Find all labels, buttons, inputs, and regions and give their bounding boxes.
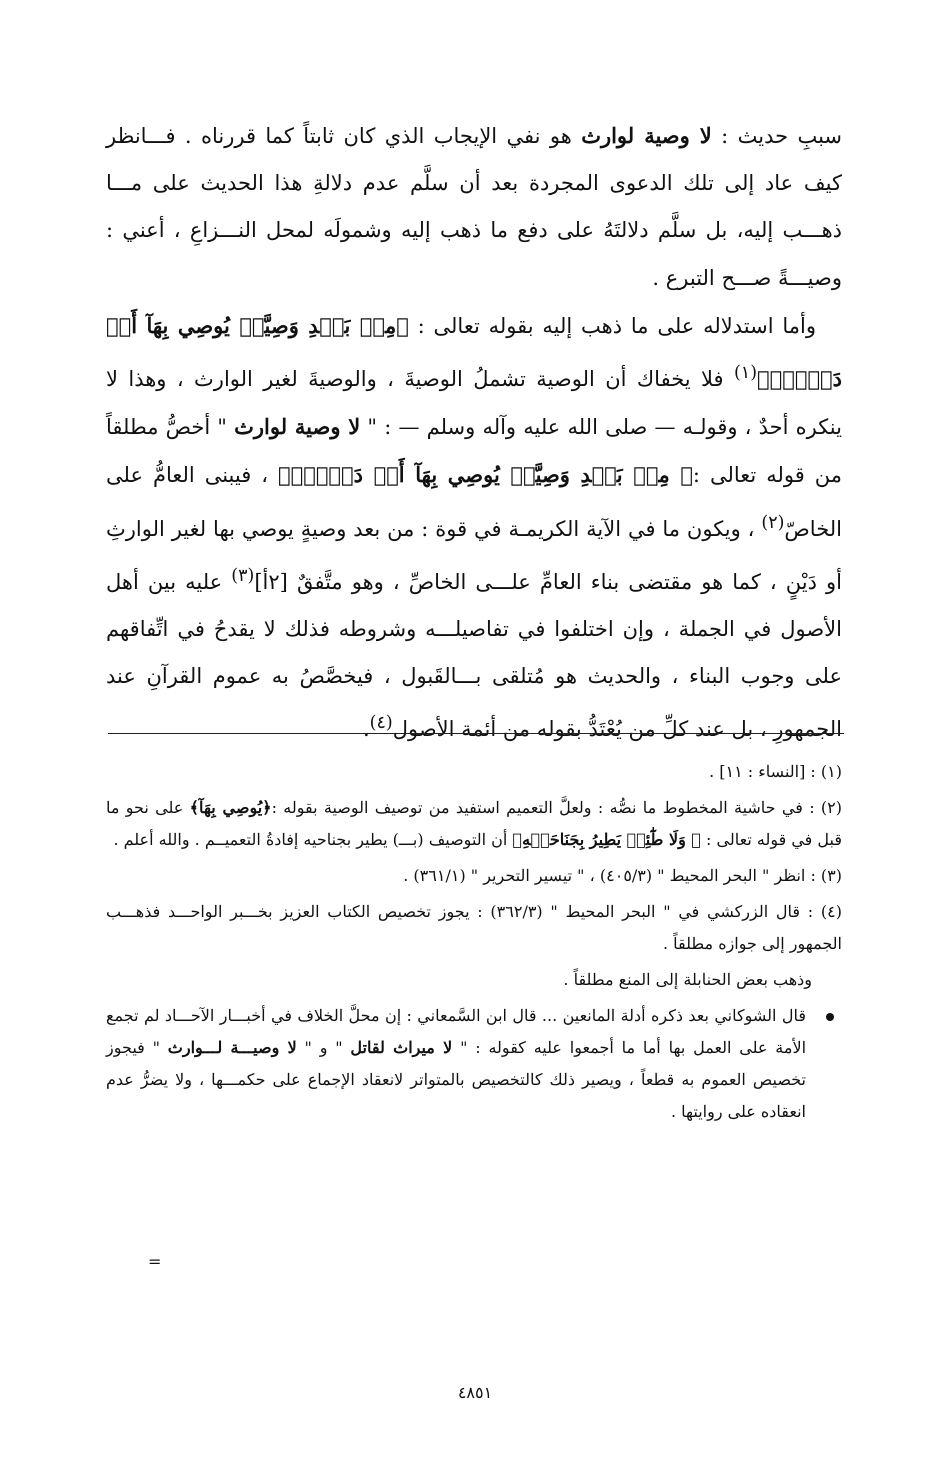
footnote-4-bullet	[106, 1000, 842, 1128]
footnote-4-continuation: وذهب بعض الحنابلة إلى المنع مطلقاً .	[563, 970, 812, 989]
quran-verse: ﴿يُوصِي بِهَآ﴾	[189, 798, 272, 817]
quran-verse: ﴿ وَلَا طَٰٓئِرٖ يَطِيرُ بِجَنَاحَيۡهِ﴾	[512, 830, 701, 849]
page-number: ٤٨٥١	[457, 1383, 493, 1402]
footnote-3: (٣) : انظر " البحر المحيط " (٤٠٥/٣) ، " تيسير التحرير " (٣٦١/١) .	[403, 866, 842, 885]
footnote-2: (٢) : في حاشية المخطوط ما نصُّه : ولعلَّ التعميم استفيد من توصيف الوصية بقوله :﴿يُوصِي بِهَآ﴾ على نحو ما قبل في قوله تعالى : ﴿ وَلَا طَٰٓئِرٖ يَطِيرُ بِجَنَاحَيۡهِ﴾ أن التوصيف (بـــ) يطير بجناحيه إفادةُ التعميــم . والله أعلم .	[106, 798, 842, 849]
hadith-text: لا ميراث لقاتل	[350, 1038, 453, 1057]
hadith-text: لا وصيـــة لـــوارث	[167, 1038, 297, 1057]
bullet-text: قال الشوكاني بعد ذكره أدلة المانعين ... قال ابن السَّمعاني : إن محلَّ الخلاف في أخبـــار الآحـــاد لم تجمع الأمة على العمل بها أما ما أجمعوا عليه كقوله : " لا ميراث لقاتل " و " لا وصيـــة لـــوارث " فيجوز تخصيص العموم به قطعاً ، ويصير ذلك كالتخصيص بالمتواتر لانعقاد الإجماع على حكمـــها ، ولا يضرُّ عدم انعقاده على روايتها .	[106, 1006, 807, 1121]
footnote-1: (١) : [النساء : ١١] .	[709, 762, 842, 781]
main-text	[106, 112, 842, 754]
bullet-icon	[826, 1013, 834, 1021]
footnote-4: (٤) : قال الزركشي في " البحر المحيط " (٣٦٢/٣) : يجوز تخصيص الكتاب العزيز بخـــبر الواحـــد فذهـــب الجمهور إلى جوازه مطلقاً .	[106, 902, 843, 953]
footnote-ref-3: (٣)	[231, 565, 255, 586]
quran-verse: ﴿ مِنۢ بَعۡدِ وَصِيَّةٖ يُوصِي بِهَآ أَوۡ دَيۡنٍۗ﴾	[278, 462, 693, 488]
paragraph-1: سببِ حديث : لا وصية لوارث هو نفي الإيجاب الذي كان ثابتاً كما قررناه . فـــانظر كيف عاد إلى تلك الدعوى المجردة بعد أن سلَّم عدم دلالةِ هذا الحديث على مـــا ذهـــب إليه، بل سلَّم دلالتَهُ على دفع ما ذهب إليه وشمولَه لمحل النـــزاعِ ، أعني : وصيـــةً صـــح التبرع .	[106, 123, 843, 290]
hadith-text: لا وصية لوارث	[581, 123, 712, 148]
footnotes	[106, 756, 842, 1132]
quran-verse: ﴿مِنۢ بَعۡدِ وَصِيَّةٖ يُوصِي بِهَآ أَوۡ دَيۡنٍۗ﴾	[106, 312, 842, 392]
footnote-ref-2: (٢)	[761, 512, 785, 533]
footnote-ref-1: (١)	[733, 363, 758, 384]
paragraph-2: وأما استدلاله على ما ذهب إليه بقوله تعالى : ﴿مِنۢ بَعۡدِ وَصِيَّةٖ يُوصِي بِهَآ أَوۡ دَيۡنٍۗ﴾$^{(١)}$ فلا يخفاك أن الوصية تشملُ الوصيةَ ، والوصيةَ لغير الوارث ، وهذا لا ينكره أحدٌ ، وقولـه — صلى الله عليه وآله وسلم — : " لا وصية لوارث " أخصُّ مطلقاً من قوله تعالى :﴿ مِنۢ بَعۡدِ وَصِيَّةٖ يُوصِي بِهَآ أَوۡ دَيۡنٍۗ﴾ ، فيبنى العامُّ على الخاصّ$^{(٢)}$ ، ويكون ما في الآية الكريمـة في قوة : من بعد وصيةٍ يوصي بها لغير الوارثِ أو دَيْنٍ ، كما هو مقتضى بناء العامِّ علـــى الخاصِّ ، وهو متَّفقٌ [٢أ]$^{(٣)}$ عليه بين أهل الأصول في الجملة ، وإن اختلفوا في تفاصيلـــه وشروطه فذلك لا يقدحُ في اتِّفاقهم على وجوب البناء ، والحديث هو مُتلقى بـــالقَبول ، فيخصَّصُ به عموم القرآنِ عند الجمهورِ ، بل عند كلِّ من يُعْتَدُّ بقوله من أئمة الأصول$^{(٤)}$.	[106, 312, 842, 742]
footnote-divider	[108, 733, 844, 734]
hadith-text: لا وصية لوارث	[234, 414, 361, 440]
continuation-mark: =	[148, 1252, 162, 1271]
footnote-ref-4: (٤)	[369, 713, 393, 734]
